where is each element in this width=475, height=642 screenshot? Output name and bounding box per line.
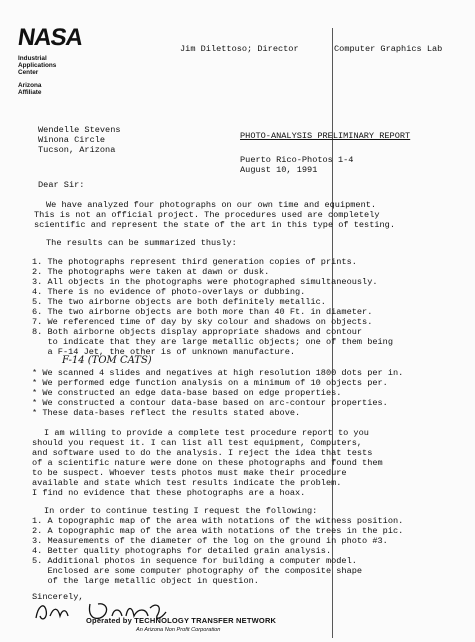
handwritten-note: F-14 (TOM CATS) — [62, 355, 152, 366]
result-item: 3. All objects in the photographs were photographed simultaneously. — [32, 277, 378, 287]
willing-line: and software used to do the analysis. I reject the idea that tests — [32, 448, 373, 458]
logo-line: Arizona — [18, 82, 42, 89]
method-item: * We scanned 4 slides and negatives at high resolution 1800 dots per in. — [32, 368, 404, 378]
request-item: Enclosed are some computer photography of the composite shape — [32, 566, 363, 576]
salutation: Dear Sir: — [38, 180, 85, 190]
request-item: 5. Additional photos in sequence for building a computer model. — [32, 556, 357, 566]
logo-line: Industrial — [18, 55, 47, 62]
lab-name: Computer Graphics Lab — [334, 44, 443, 54]
method-item: * We performed edge function analysis on a minimum of 10 objects per. — [32, 378, 388, 388]
result-item: 7. We referenced time of day by sky colour and shadows on objects. — [32, 317, 373, 327]
willing-line: available and state which test results indicate the problem. — [32, 478, 342, 488]
method-item: * We constructed an edge data-base based on edge properties. — [32, 388, 342, 398]
result-item: 4. There is no evidence of photo-overlays or dubbing. — [32, 287, 306, 297]
logo-line: Applications — [18, 62, 57, 69]
report-subject: Puerto Rico-Photos 1-4 — [240, 155, 354, 165]
result-item: a F-14 Jet, the other is of unknown manufacture. — [32, 347, 296, 357]
nasa-logo: NASA — [16, 24, 84, 51]
result-item: 6. The two airborne objects are both more than 40 Ft. in diameter. — [32, 307, 373, 317]
request-item: 1. A topographic map of the area with notations of the witness position. — [32, 516, 404, 526]
result-item: 8. Both airborne objects display appropriate shadows and contour — [32, 327, 363, 337]
report-title: PHOTO-ANALYSIS PRELIMINARY REPORT — [240, 131, 411, 141]
request-item: 4. Better quality photographs for detailed grain analysis. — [32, 546, 332, 556]
summary-lead: The results can be summarized thusly: — [46, 238, 237, 248]
closing: Sincerely, — [32, 592, 84, 602]
network-stamp: Operated by TECHNOLOGY TRANSFER NETWORK — [86, 616, 277, 625]
intro-line: This is not an official project. The procedures used are completely — [34, 210, 380, 220]
logo-line: Affiliate — [18, 89, 42, 96]
request-item: 3. Measurements of the diameter of the log on the ground in photo #3. — [32, 536, 388, 546]
request-item: of the large metallic object in question. — [32, 576, 259, 586]
method-item: * We constructed a contour data-base based on arc-contour properties. — [32, 398, 388, 408]
author-name: Jim Dilettoso; Director — [180, 44, 299, 54]
willing-line: of a scientific nature were done on these photographs and found them — [32, 458, 383, 468]
report-date: August 10, 1991 — [240, 165, 318, 175]
willing-line: to be suspect. Whoever tests photos must make their procedure — [32, 468, 347, 478]
recipient-line: Wendelle Stevens — [38, 125, 121, 135]
result-item: to indicate that they are large metallic objects; one of them being — [32, 337, 393, 347]
intro-line: We have analyzed four photographs on our own time and equipment. — [46, 200, 377, 210]
recipient-line: Tucson, Arizona — [38, 145, 116, 155]
request-item: 2. A topographic map of the area with notations of the trees in the pic. — [32, 526, 404, 536]
logo-line: Center — [18, 69, 39, 76]
willing-line: should you request it. I can list all test equipment, Computers, — [32, 438, 363, 448]
result-item: 1. The photographs represent third generation copies of prints. — [32, 257, 357, 267]
willing-line: I am willing to provide a complete test procedure report to you — [44, 428, 369, 438]
method-item: * These data-bases reflect the results stated above. — [32, 408, 301, 418]
intro-line: scientific and represent the state of the art in this type of testing. — [34, 220, 395, 230]
recipient-line: Winona Circle — [38, 135, 106, 145]
result-item: 2. The photographs were taken at dawn or dusk. — [32, 267, 270, 277]
willing-line: I find no evidence that these photographs are a hoax. — [32, 488, 306, 498]
result-item: 5. The two airborne objects are both definitely metallic. — [32, 297, 326, 307]
corporation-note: An Arizona Non Profit Corporation — [136, 627, 221, 633]
continue-lead: In order to continue testing I request the following: — [44, 506, 318, 516]
